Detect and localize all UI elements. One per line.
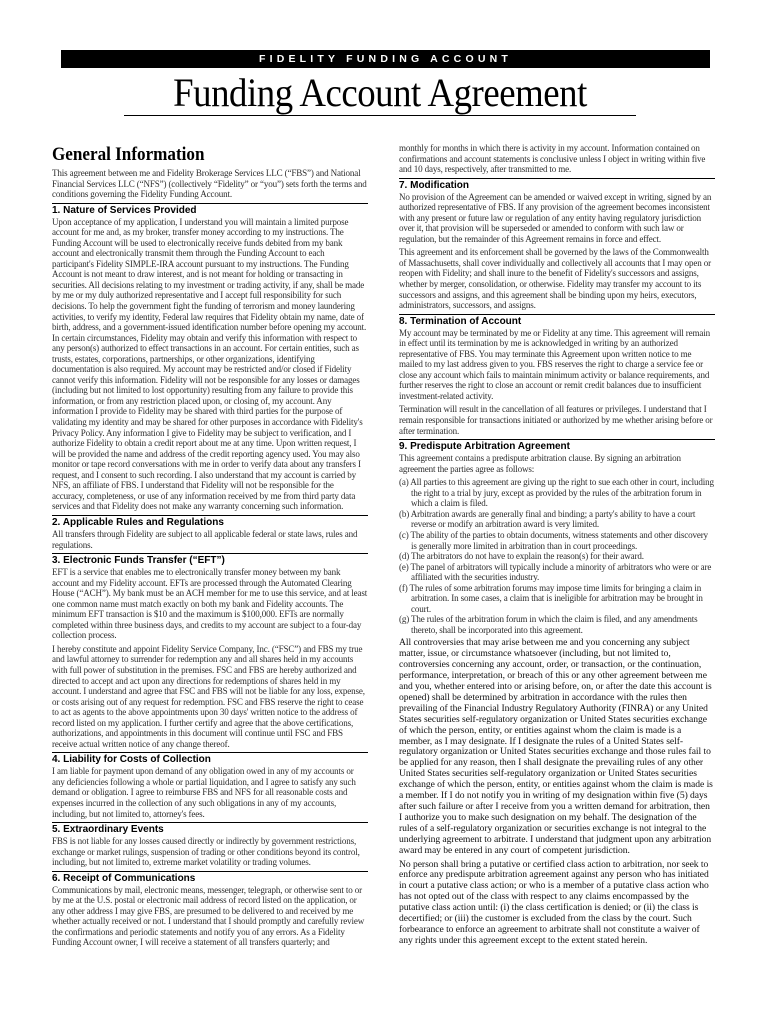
list-item: (g) The rules of the arbitration forum in which the claim is filed, and any amendments thereto, shall be incorporated into this agreement. [399, 614, 698, 635]
section-6-body: Communications by mail, electronic means, messenger, telegraph, or otherwise sent to or by me at the U.S. postal or electronic mail address of record listed on the application, or any other address I may give FBS, are presumed to be delivered to and received by me whether actually received or not. I understand that I should promptly and carefully review the confirmations and periodic statements and notify you of any errors. As a Fidelity Funding Account owner, I will receive a statement of all transfers quarterly; and [52, 884, 365, 948]
arbitration-terms-list [399, 477, 715, 635]
document-title: Funding Account Agreement [173, 70, 587, 115]
section-2-body: All transfers through Fidelity are subject to all applicable federal or state laws, rules and regulations. [52, 528, 358, 550]
section-3-heading: 3. Electronic Funds Transfer (“EFT”) [52, 553, 368, 566]
section-9-body-class-action: No person shall bring a putative or certified class action to arbitration, nor seek to enforce any predispute arbitration agreement against any person who has initiated in court a putative class action; or who is a member of a putative class action who has not opted out of the class with respect to any claims encompassed by the putative class action until: (i) the class certification is denied; or (ii) the class is decertified; or (iii) the customer is excluded from the class by the court. Such forbearance to enforce an agreement to arbitrate shall not constitute a waiver of any rights under this agreement except to the extent stated herein. [399, 858, 709, 946]
section-5-heading: 5. Extraordinary Events [52, 822, 368, 835]
section-4-heading: 4. Liability for Costs of Collection [52, 752, 368, 765]
title-underline [124, 115, 636, 116]
section-4-body: I am liable for payment upon demand of any obligation owed in any of my accounts or any deficiencies following a whole or partial liquidation, and I agree to satisfy any such demand or obligation. I agree to reimburse FBS and NFS for all reasonable costs and expenses incurred in the collection of any such obligations in any of my accounts, including, but not limited to, attorney's fees. [52, 766, 356, 819]
left-column [52, 144, 368, 951]
section-1-heading: 1. Nature of Services Provided [52, 203, 368, 216]
section-7-heading: 7. Modification [399, 178, 715, 191]
section-3-body-1: EFT is a service that enables me to electronically transfer money between my bank account and my Fidelity account. EFTs are processed through the Automated Clearing House (“ACH”). My bank must be an ACH member for me to use this service, and at least one common name must match exactly on both my bank and Fidelity accounts. The minimum EFT transaction is $10 and the maximum is $100,000. EFTs are normally completed within three business days, and credits to my account are subject to a four-day collection process. [52, 567, 368, 641]
intro-paragraph: This agreement between me and Fidelity Brokerage Services LLC (“FBS”) and National Financial Services LLC (“NFS”) (collectively “Fidelity” or “you”) sets forth the terms and conditions governing the Fidelity Funding Account. [52, 168, 367, 200]
section-3-body-2: I hereby constitute and appoint Fidelity Service Company, Inc. (“FSC”) and FBS my true and lawful attorney to surrender for redemption any and all shares held in my accounts with full power of substitution in the premises. FSC and FBS are hereby authorized and directed to accept and act upon any directions for redemptions of shares held in my account. I understand and agree that FSC and FBS will not be liable for any loss, expense, or costs arising out of any request for redemption. FSC and FBS reserve the right to cease to act as agents to the above appointments upon 30 days' written notice to the address of record listed on my application. I further certify and agree that the above certifications, authorizations, and appointments in this document will continue until FSC and FBS receive actual written notice of any change thereof. [52, 643, 365, 749]
section-heading-general-information: General Information [52, 144, 205, 165]
section-6-heading: 6. Receipt of Communications [52, 871, 368, 884]
section-8-heading: 8. Termination of Account [399, 314, 715, 327]
list-item: (c) The ability of the parties to obtain documents, witness statements and other discovery is generally more limited in arbitration than in court proceedings. [399, 529, 708, 551]
section-7-body-2: This agreement and its enforcement shall be governed by the laws of the Commonwealth of Massachusetts, shall cover individually and collectively all accounts that I may open or reopen with Fidelity; and shall inure to the benefit of Fidelity's successors and assigns, whether by merger, consolidation, or otherwise. Fidelity may transfer my account to its successors and assigns, and this agreement shall be binding upon my heirs, executors, administrators, successors, and assigns. [399, 247, 711, 311]
section-5-body: FBS is not liable for any losses caused directly or indirectly by government restrictions, exchange or market rulings, suspension of trading or other conditions beyond its control, including, but not limited to, extreme market volatility or trading volumes. [52, 836, 360, 868]
section-9-heading: 9. Predispute Arbitration Agreement [399, 439, 715, 452]
section-2-heading: 2. Applicable Rules and Regulations [52, 515, 368, 528]
section-6-continuation: monthly for months in which there is activity in my account. Information contained on confirmations and account statements is conclusive unless I object in writing within five and 10 days, respectively, after transmitted to me. [399, 143, 706, 175]
list-item: (f) The rules of some arbitration forums may impose time limits for bringing a claim in arbitration. In some cases, a claim that is ineligible for arbitration may be brought in court. [399, 582, 703, 614]
list-item: (d) The arbitrators do not have to explain the reason(s) for their award. [399, 551, 644, 562]
section-8-body-2: Termination will result in the cancellation of all features or privileges. I understand that I remain responsible for transactions initiated or authorized by me whether arising before or after termination. [399, 404, 713, 436]
document-banner: FIDELITY FUNDING ACCOUNT [61, 50, 710, 68]
section-9-intro: This agreement contains a predispute arbitration clause. By signing an arbitration agreement the parties agree as follows: [399, 453, 681, 474]
section-1-body: Upon acceptance of my application, I understand you will maintain a limited purpose account for me and, as my broker, transfer money according to my instructions. The Funding Account will be used to electronically receive funds debited from my bank account and electronically transmit them through the Funding Account to each participant's Fidelity SIMPLE-IRA account pursuant to my instructions. The Funding Account is not meant to draw interest, and is not meant for holding or transacting in securities. All decisions relating to my investment or trading activity, if any, shall be made by me or my duly authorized representative and I accept full responsibility for such decisions. To help the government fight the funding of terrorism and money laundering activities, to verify my identity, Federal law requires that Fidelity obtain my name, date of birth, address, and a government-issued identification number before opening my account. In certain circumstances, Fidelity may obtain and verify this information with respect to any person(s) authorized to effect transactions in an account. For certain entities, such as trusts, estates, corporations, partnerships, or other organizations, identifying documentation is also required. My account may be restricted and/or closed if Fidelity cannot verify this information. Fidelity will not be responsible for any losses or damages (including but not limited to lost opportunity) resulting from any failure to provide this information, or from any restriction placed upon, or closing of, my account. Any information I provide to Fidelity may be shared with third parties for the purpose of validating my identity and may be shared for other purposes in accordance with Fidelity's Privacy Policy. Any information I give to Fidelity may be subject to verification, and I authorize Fidelity to obtain a credit report about me at any time. Upon written request, I will be provided the name and address of the credit reporting agency used. You may also monitor or tape record conversations with me in order to verify data about any transfers I request, and I consent to such recording. I also understand that my account is carried by NFS, an affiliate of FBS. I understand that Fidelity will not be responsible for the accuracy, completeness, or use of any information received by me from third party data services and that Fidelity does not make any warranty concerning such information. [52, 216, 367, 512]
section-7-body-1: No provision of the Agreement can be amended or waived except in writing, signed by an authorized representative of FBS. If any provision of the agreement becomes inconsistent with any present or future law or regulation of any entity having regulatory jurisdiction over it, that provision will be superseded or amended to conform with such law or regulation, but the remainder of this Agreement remains in force and effect. [399, 191, 712, 244]
section-9-body-controversies: All controversies that may arise between me and you concerning any subject matter, issue, or circumstance whatsoever (including, but not limited to, controversies concerning any account, order, or transaction, or the continuation, performance, interpretation, or breach of this or any other agreement between me and you, whether entered into or arising before, on, or after the date this account is opened) shall be determined by arbitration in accordance with the rules then prevailing of the Financial Industry Regulatory Authority (FINRA) or any United States securities self-regulatory organization or United States securities exchange of which the person, entity, or entities against whom the claim is made is a member, as I may designate. If I designate the rules of a United States self-regulatory organization or United States securities exchange and those rules fail to be applied for any reason, then I shall designate the prevailing rules of any other United States securities self-regulatory organization or United States securities exchange of which the person, entity, or entities against whom the claim is made is a member. If I do not notify you in writing of my designation within five (5) days after such failure or after I receive from you a written demand for arbitration, then I authorize you to make such designation on my behalf. The designation of the rules of a self-regulatory organization or securities exchange is not integral to the underlying agreement to arbitrate. I understand that judgment upon any arbitration award may be entered in any court of competent jurisdiction. [399, 637, 713, 856]
list-item: (e) The panel of arbitrators will typically include a minority of arbitrators who were or are affiliated with the securities industry. [399, 561, 712, 583]
right-column [399, 143, 715, 950]
section-8-body-1: My account may be terminated by me or Fidelity at any time. This agreement will remain in effect until its termination by me is acknowledged in writing by an authorized representative of FBS. You may terminate this Agreement upon written notice to me mailed to my last address given to you. FBS reserves the right to charge a service fee or close any account which fails to maintain minimum activity or balance requirements, and further reserves the right to close an account or remit credit balances due to insufficient investment-related activity. [399, 327, 711, 401]
list-item: (a) All parties to this agreement are giving up the right to sue each other in court, including the right to a trial by jury, except as provided by the rules of the arbitration forum in which a claim is filed. [399, 477, 714, 509]
list-item: (b) Arbitration awards are generally final and binding; a party's ability to have a court reverse or modify an arbitration award is very limited. [399, 508, 696, 530]
